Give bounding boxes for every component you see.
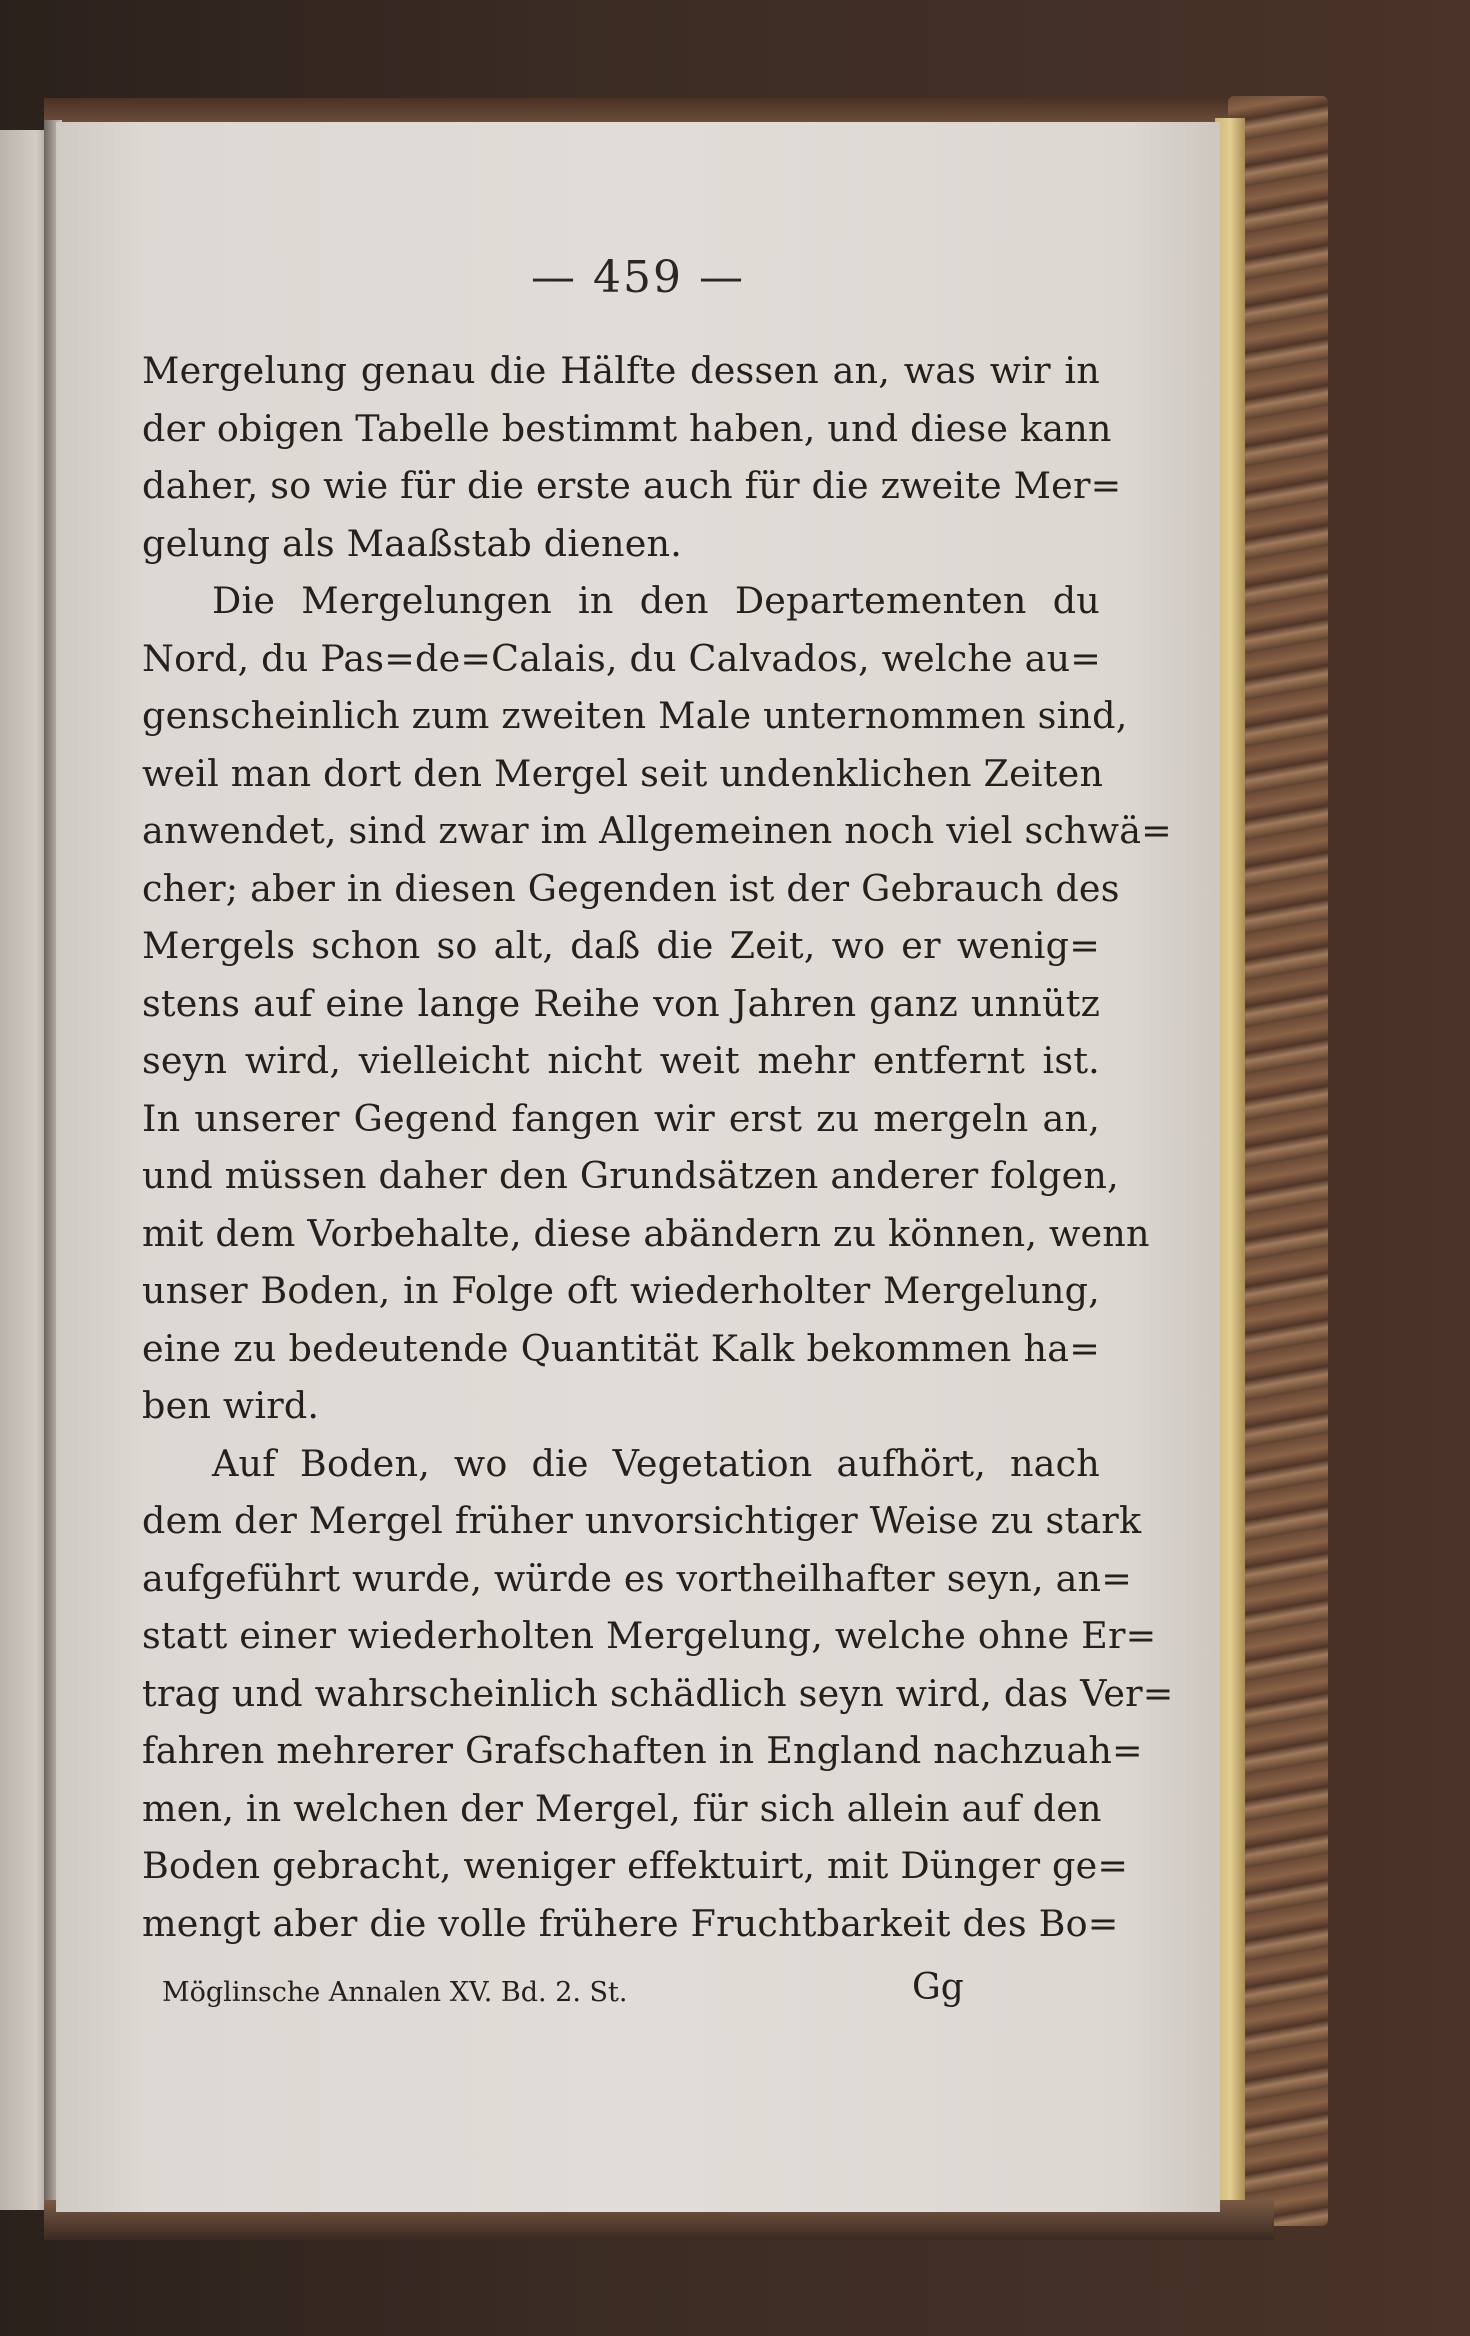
text-line: Mergels schon so alt, daß die Zeit, wo er wenig= [142, 924, 1100, 967]
text-line: weil man dort den Mergel seit undenklichen Zeiten [142, 751, 1104, 795]
text-line: stens auf eine lange Reihe von Jahren ganz unnütz [142, 981, 1100, 1025]
page-number-header: — 459 — [531, 252, 745, 303]
text-line: der obigen Tabelle bestimmt haben, und diese kann [142, 406, 1112, 450]
text-line: statt einer wiederholten Mergelung, welche ohne Er= [142, 1614, 1157, 1657]
text-line: Mergelung genau die Hälfte dessen an, was wir in [142, 349, 1100, 392]
book-page [56, 122, 1220, 2212]
text-line: trag und wahrscheinlich schädlich seyn wird, das Ver= [142, 1671, 1174, 1715]
text-line: fahren mehrerer Grafschaften in England nachzuah= [142, 1729, 1143, 1772]
page-body [142, 342, 1174, 1952]
text-line: und müssen daher den Grundsätzen anderer folgen, [142, 1154, 1119, 1197]
text-line: mit dem Vorbehalte, diese abändern zu können, wenn [142, 1211, 1150, 1255]
publication-note: Möglinsche Annalen XV. Bd. 2. St. [162, 1977, 628, 2008]
text-line: eine zu bedeutende Quantität Kalk bekommen ha= [142, 1326, 1100, 1370]
text-line: Boden gebracht, weniger effektuirt, mit Dünger ge= [142, 1844, 1129, 1887]
text-line: mengt aber die volle frühere Fruchtbarkeit des Bo= [142, 1901, 1119, 1945]
text-line: In unserer Gegend fangen wir erst zu mergeln an, [142, 1096, 1100, 1140]
signature-mark: Gg [912, 1967, 964, 2008]
text-line: anwendet, sind zwar im Allgemeinen noch viel schwä= [142, 809, 1172, 852]
text-line: Auf Boden, wo die Vegetation aufhört, nach [212, 1441, 1100, 1485]
text-line: seyn wird, vielleicht nicht weit mehr entfernt ist. [142, 1039, 1100, 1082]
text-line: ben wird. [142, 1384, 320, 1427]
text-line: gelung als Maaßstab dienen. [142, 521, 683, 565]
text-line: Nord, du Pas=de=Calais, du Calvados, welche au= [142, 636, 1102, 680]
page-footer [142, 1967, 1100, 2017]
text-line: genscheinlich zum zweiten Male unternommen sind, [142, 694, 1128, 737]
text-line: Die Mergelungen in den Departementen du [212, 579, 1100, 622]
text-line: men, in welchen der Mergel, für sich allein auf den [142, 1786, 1102, 1830]
text-line: unser Boden, in Folge oft wiederholter Mergelung, [142, 1269, 1100, 1312]
text-line: daher, so wie für die erste auch für die zweite Mer= [142, 464, 1122, 507]
text-line: dem der Mergel früher unvorsichtiger Weise zu stark [142, 1499, 1142, 1542]
text-line: aufgeführt wurde, würde es vortheilhafter seyn, an= [142, 1556, 1133, 1600]
text-line: cher; aber in diesen Gegenden ist der Gebrauch des [142, 866, 1120, 910]
